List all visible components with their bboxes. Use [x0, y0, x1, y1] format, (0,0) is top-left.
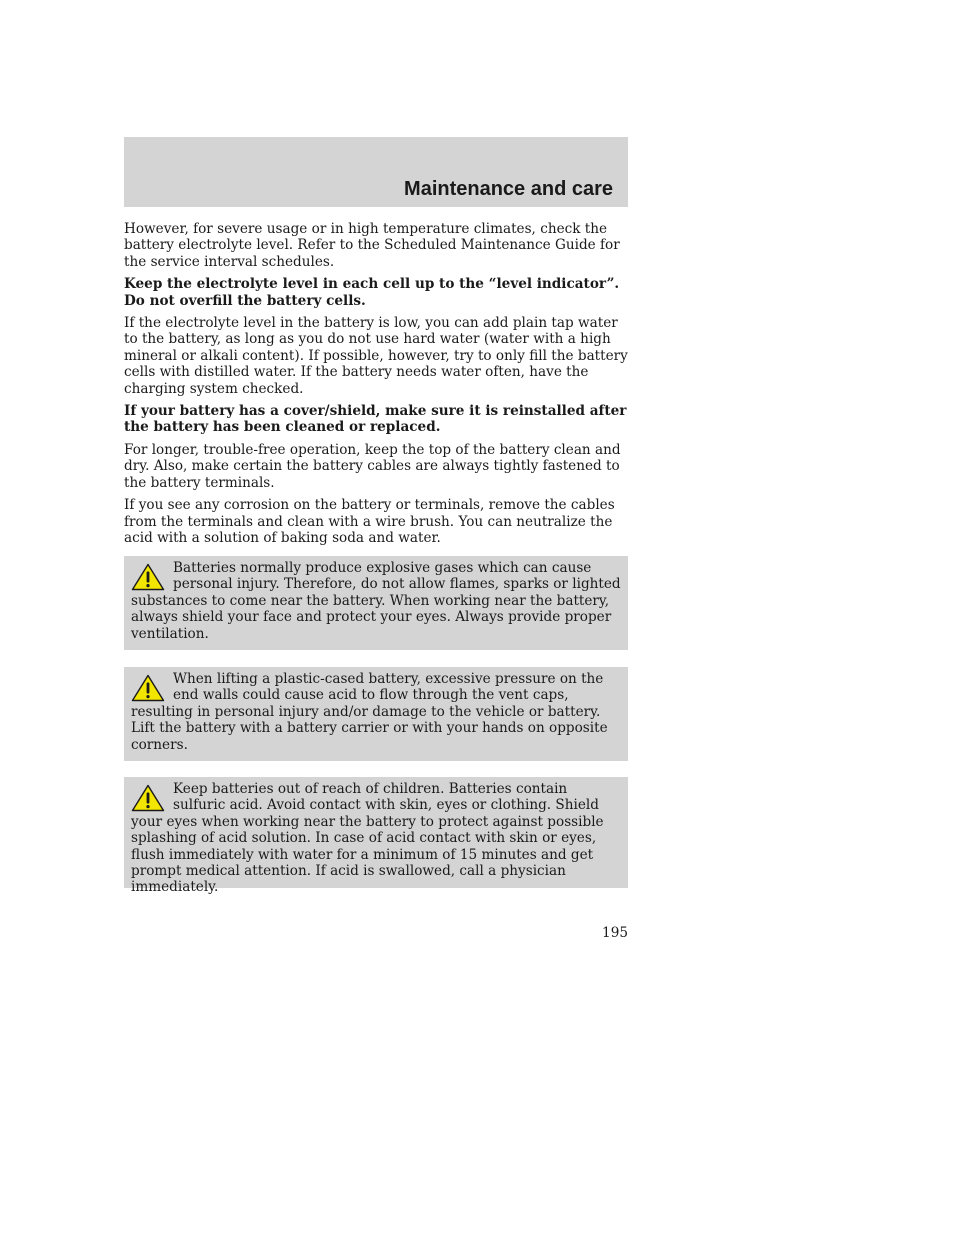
warning-box-children-acid: [124, 777, 628, 896]
warning-box-lifting-battery: [124, 667, 628, 761]
warning-triangle-icon: [131, 674, 165, 702]
section-title: Maintenance and care: [404, 178, 613, 200]
section-header-band: [124, 137, 628, 207]
paragraph-level-indicator-note: Keep the electrolyte level in each cell up to the “level indicator”. Do not overfill the battery cells.: [124, 276, 620, 309]
paragraph-clean-terminals: For longer, trouble-free operation, keep the top of the battery clean and dry. Also, make certain the battery cables are always tightly fastened to the battery terminals.: [124, 441, 621, 491]
paragraph-corrosion: If you see any corrosion on the battery or terminals, remove the cables from the terminals and clean with a wire brush. You can neutralize the acid with a solution of baking soda and water.: [124, 497, 615, 546]
warning-triangle-icon: [131, 784, 165, 812]
paragraph-cover-shield-note: If your battery has a cover/shield, make sure it is reinstalled after the battery has been cleaned or replaced.: [124, 403, 627, 436]
warning-text: Batteries normally produce explosive gases which can cause personal injury. Therefore, do not allow flames, sparks or lighted substances to come near the battery. When working near the battery, always shield your face and protect your eyes. Always provide proper ventilation.: [131, 560, 621, 642]
warning-box-explosive-gases: [124, 556, 628, 650]
warning-text: When lifting a plastic-cased battery, excessive pressure on the end walls could cause acid to flow through the vent caps, resulting in personal injury and/or damage to the vehicle or battery. Lift the battery with a battery carrier or with your hands on opposite corners.: [131, 671, 608, 753]
paragraph-electrolyte-check: However, for severe usage or in high temperature climates, check the battery electrolyte level. Refer to the Scheduled Maintenance Guide for the service interval schedules.: [124, 221, 620, 270]
warning-text: Keep batteries out of reach of children. Batteries contain sulfuric acid. Avoid contact with skin, eyes or clothing. Shield your eyes when working near the battery to protect against possible splashing of acid solution. In case of acid contact with skin or eyes, flush immediately with water for a minimum of 15 minutes and get prompt medical attention. If acid is swallowed, call a physician immediately.: [131, 781, 604, 896]
page-number: 195: [602, 925, 628, 941]
body-content: [124, 221, 628, 552]
warning-triangle-icon: [131, 563, 165, 591]
paragraph-adding-water: If the electrolyte level in the battery is low, you can add plain tap water to the battery, as long as you do not use hard water (water with a high mineral or alkali content). If possible, however, try to only fill the battery cells with distilled water. If the battery needs water often, have the charging system checked.: [124, 315, 628, 397]
